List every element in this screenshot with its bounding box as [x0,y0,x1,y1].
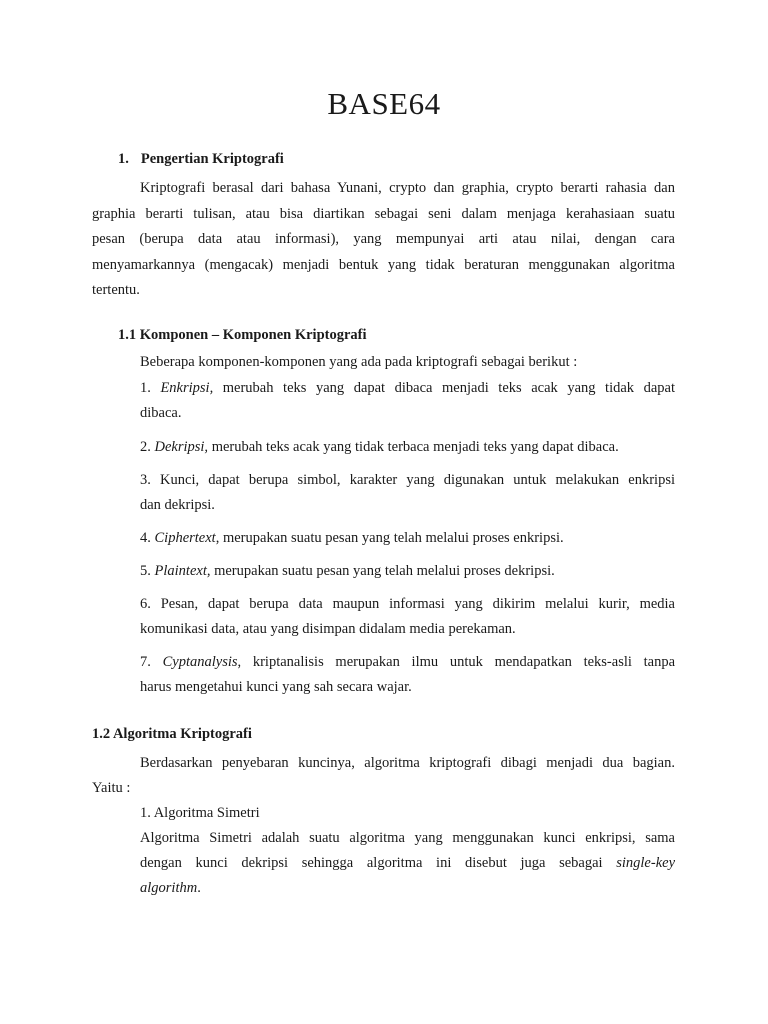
list-item-6-line-1: 6. Pesan, dapat berupa data maupun informasi yang dikirim melalui kurir, media [140,596,675,612]
list-item-6-line-2: komunikasi data, atau yang disimpan didalam media perekaman. [140,621,516,637]
section-1-line-3: pesan (berupa data atau informasi), yang mempunyai arti atau nilai, dengan cara [92,231,675,247]
section-1-1-intro: Beberapa komponen-komponen yang ada pada kriptografi sebagai berikut : [140,354,578,370]
section-1-line-1: Kriptografi berasal dari bahasa Yunani, crypto dan graphia, crypto berarti rahasia dan [140,180,675,196]
list-item-7-line-1: 7. Cyptanalysis, kriptanalisis merupakan ilmu untuk mendapatkan teks-asli tanpa [140,654,676,670]
subsection-heading: 1. Algoritma Simetri [140,805,260,821]
section-1-heading [118,151,284,168]
section-1-number: 1. [118,151,129,167]
list-item-4: 4. Ciphertext, merupakan suatu pesan yang telah melalui proses enkripsi. [140,530,564,546]
subsection-line-3: algorithm. [140,880,201,896]
list-item-3-line-1: 3. Kunci, dapat berupa simbol, karakter yang digunakan untuk melakukan enkripsi [140,472,675,488]
subsection-line-1: Algoritma Simetri adalah suatu algoritma yang menggunakan kunci enkripsi, sama [140,830,675,846]
section-1-1-heading: 1.1 Komponen – Komponen Kriptografi [118,327,367,343]
section-1-2-line-2: Yaitu : [92,780,131,796]
section-1-2-line-1: Berdasarkan penyebaran kuncinya, algoritma kriptografi dibagi menjadi dua bagian. [140,755,675,771]
section-1-title: Pengertian Kriptografi [140,151,284,167]
list-item-5: 5. Plaintext, merupakan suatu pesan yang telah melalui proses dekripsi. [140,563,555,579]
list-item-3-line-2: dan dekripsi. [140,497,215,513]
section-1-line-2: graphia berarti tulisan, atau bisa diartikan sebagai seni dalam menjaga kerahasiaan suatu [92,206,675,222]
list-item-1-line-1: 1. Enkripsi, merubah teks yang dapat dibaca menjadi teks acak yang tidak dapat [140,380,675,396]
subsection-line-2: dengan kunci dekripsi sehingga algoritma ini disebut juga sebagai single-key [140,855,676,871]
list-item-1-line-2: dibaca. [140,405,182,421]
section-1-line-4: menyamarkannya (mengacak) menjadi bentuk yang tidak beraturan menggunakan algoritma [92,257,675,273]
list-item-2: 2. Dekripsi, merubah teks acak yang tidak terbaca menjadi teks yang dapat dibaca. [140,439,619,455]
page-title: BASE64 [327,86,441,121]
list-item-7-line-2: harus mengetahui kunci yang sah secara wajar. [140,679,412,695]
section-1-line-5: tertentu. [92,282,140,298]
section-1-2-heading: 1.2 Algoritma Kriptografi [92,726,252,742]
